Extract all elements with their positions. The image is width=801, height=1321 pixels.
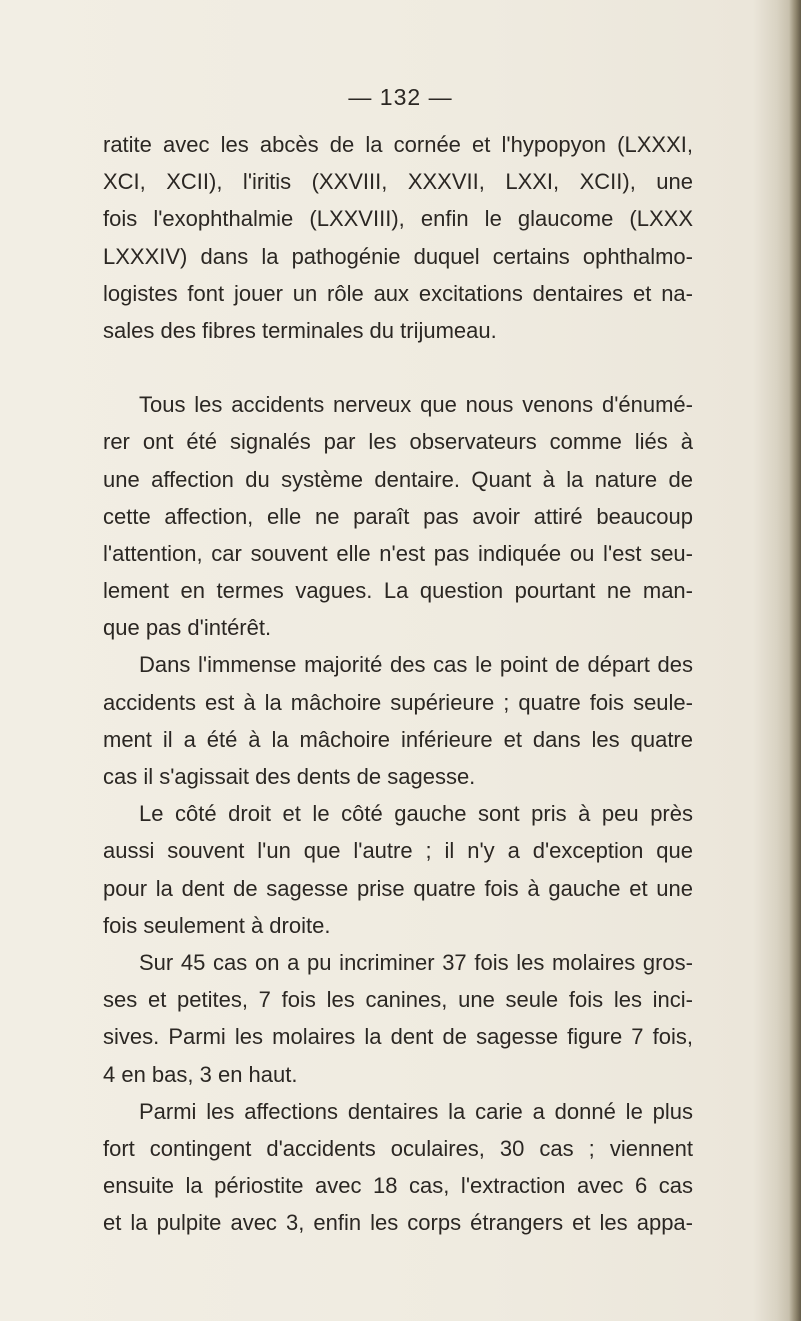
paragraph — [103, 126, 693, 349]
text-line: aussi souvent l'un que l'autre ; il n'y a d'exception que — [103, 838, 693, 864]
paragraph — [103, 1093, 693, 1242]
text-line: Parmi les affections dentaires la carie a donné le plus — [139, 1098, 693, 1124]
text-line: l'attention, car souvent elle n'est pas indiquée ou l'est seu- — [103, 540, 693, 566]
text-line: 4 en bas, 3 en haut. — [103, 1061, 298, 1087]
paragraph — [103, 944, 693, 1093]
text-line: LXXXIV) dans la pathogénie duquel certains ophthalmo- — [103, 243, 693, 269]
text-line: ment il a été à la mâchoire inférieure et dans les quatre — [103, 726, 693, 752]
text-line: Dans l'immense majorité des cas le point de départ des — [139, 652, 693, 678]
text-line: accidents est à la mâchoire supérieure ; quatre fois seule- — [103, 689, 693, 715]
text-line: et la pulpite avec 3, enfin les corps étrangers et les appa- — [103, 1210, 693, 1236]
paragraph — [103, 646, 693, 795]
text-line: Sur 45 cas on a pu incriminer 37 fois les molaires gros- — [139, 949, 693, 975]
text-line: sives. Parmi les molaires la dent de sagesse figure 7 fois, — [103, 1024, 693, 1050]
text-line: fois l'exophthalmie (LXXVIII), enfin le glaucome (LXXX — [103, 206, 693, 232]
text-line: que pas d'intérêt. — [103, 615, 272, 641]
paragraph-gap — [103, 349, 693, 386]
text-line: ratite avec les abcès de la cornée et l'hypopyon (LXXXI, — [103, 132, 693, 157]
paragraph — [103, 386, 693, 646]
text-line: rer ont été signalés par les observateurs comme liés à — [103, 429, 693, 455]
paragraph — [103, 795, 693, 944]
text-line: fois seulement à droite. — [103, 912, 331, 938]
text-line: fort contingent d'accidents oculaires, 30 cas ; viennent — [103, 1135, 693, 1161]
text-line: sales des fibres terminales du trijumeau. — [103, 317, 497, 343]
text-line: XCI, XCII), l'iritis (XXVIII, XXXVII, LXXI, XCII), une — [103, 169, 693, 195]
text-line: cas il s'agissait des dents de sagesse. — [103, 764, 476, 789]
text-line: Tous les accidents nerveux que nous venons d'énumé- — [139, 392, 693, 418]
page-edge-shadow — [789, 0, 801, 1321]
text-line: ses et petites, 7 fois les canines, une seule fois les inci- — [103, 987, 693, 1013]
text-line: pour la dent de sagesse prise quatre fois à gauche et une — [103, 875, 693, 901]
body-text — [103, 126, 693, 1241]
text-line: logistes font jouer un rôle aux excitations dentaires et na- — [103, 280, 693, 306]
text-line: lement en termes vagues. La question pourtant ne man- — [103, 578, 693, 604]
text-line: cette affection, elle ne paraît pas avoir attiré beaucoup — [103, 503, 693, 529]
text-line: ensuite la périostite avec 18 cas, l'extraction avec 6 cas — [103, 1173, 693, 1199]
page-number: — 132 — — [348, 84, 453, 110]
text-line: une affection du système dentaire. Quant à la nature de — [103, 466, 693, 492]
text-line: Le côté droit et le côté gauche sont pris à peu près — [139, 801, 693, 827]
